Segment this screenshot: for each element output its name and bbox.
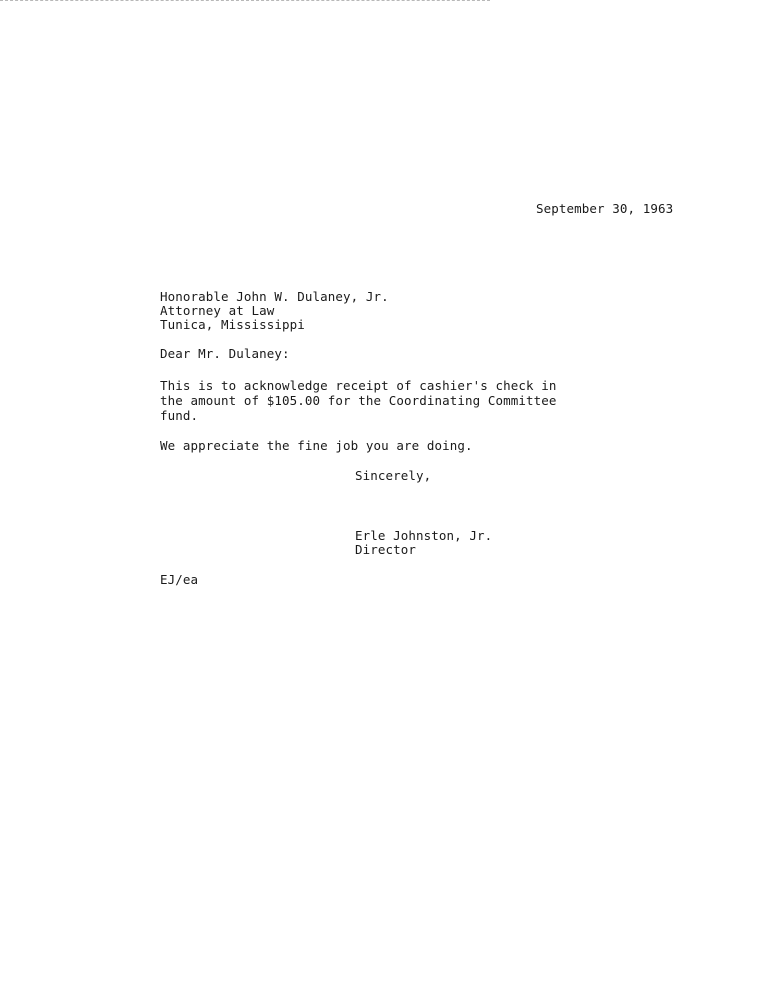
- signer-title: Director: [355, 542, 417, 557]
- letter-date: September 30, 1963: [536, 201, 674, 216]
- salutation: Dear Mr. Dulaney:: [160, 346, 290, 361]
- paragraph1-line1: This is to acknowledge receipt of cashier's check in: [160, 378, 557, 393]
- paragraph1-line3: fund.: [160, 408, 199, 423]
- paragraph2: We appreciate the fine job you are doing.: [160, 438, 473, 453]
- recipient-title: Attorney at Law: [160, 303, 275, 318]
- signer-name: Erle Johnston, Jr.: [355, 528, 493, 543]
- recipient-location: Tunica, Mississippi: [160, 317, 305, 332]
- recipient-name: Honorable John W. Dulaney, Jr.: [160, 289, 389, 304]
- typist-initials: EJ/ea: [160, 572, 199, 587]
- closing: Sincerely,: [355, 468, 432, 483]
- paragraph1-line2: the amount of $105.00 for the Coordinating Committee: [160, 393, 557, 408]
- top-divider: [0, 0, 490, 1]
